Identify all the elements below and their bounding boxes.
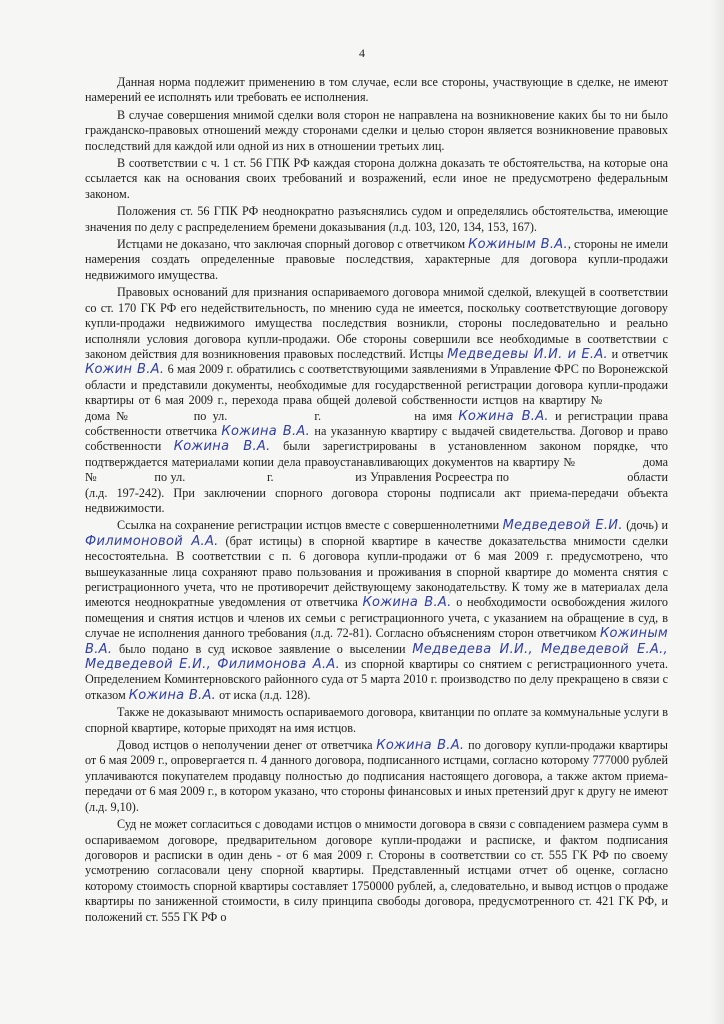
text-run: , стороны не имели намерения создать определенные правовые последствия, характерные для договора купли-продажи недвижимого имущества.	[85, 237, 668, 282]
text-run: из Управления Росреестра по	[351, 470, 513, 485]
scan-edge-shadow	[710, 0, 724, 1024]
paragraph	[85, 75, 668, 106]
handwritten-name: Кожиным В.А.	[85, 626, 668, 657]
text-run: и регистрации права собственности ответчика	[85, 408, 668, 438]
text-run: 6 мая 2009 г. обратились с соответствующими заявлениями в Управление ФРС по Воронежской области и представили документы, необходимые для государственной регистрации договора купли-продажи квартиры от 6 мая 2009 г., перехода права общей долевой собственности истцов на квартиру №	[85, 362, 668, 408]
redacted-blank	[513, 470, 624, 485]
text-run: по ул.	[150, 470, 189, 485]
handwritten-name: Кожина В.А.	[173, 439, 271, 455]
handwritten-name: Кожина В.А.	[128, 687, 217, 703]
text-run: от иска (л.д. 128).	[216, 687, 311, 702]
text-run: Истцами не доказано, что заключая спорный договор с ответчиком	[117, 237, 469, 252]
text-run: В соответствии с ч. 1 ст. 56 ГПК РФ каждая сторона должна доказать те обстоятельства, на которые она ссылается как на основания своих требований и возражений, если иное не предусмотрено федеральным законом.	[85, 156, 668, 201]
text-run: из спорной квартиры со снятием с регистрационного учета. Определением Коминтерновского районного суда от 5 марта 2010 г. производство по делу прекращено в связи с отказом	[85, 657, 668, 702]
text-run: по договору купли-продажи квартиры от 6 мая 2009 г., опровергается п. 4 данного договора, подписанного истцами, согласно которому 777000 рублей уплачиваются покупателем продавцу полностью до подписания настоящего договора, а также актом приема-передачи от 6 мая 2009 г., в котором указано, что стороны финансовых и иных претензий друг к другу не имеют (л.д. 9,10).	[85, 738, 668, 814]
redacted-blank	[234, 409, 309, 424]
redacted-blank	[609, 393, 668, 408]
text-run: (брат истицы) в спорной квартире в качестве доказательства мнимости сделки несостоятельна. В соответствии с п. 6 договора купли-продажи от 6 мая 2009 г. предусмотрено, что вышеуказанные лица сохраняют право пользования и проживания в спорной квартире до момента снятия с регистрационного учета, что не противоречит действующему законодательству. К тому же в материалах дела имеются неоднократные уведомления от ответчика	[85, 533, 668, 610]
text-run: Данная норма подлежит применению в том случае, если все стороны, участвующие в сделке, не имеют намерений ее исполнять или требовать ее исполнения.	[85, 75, 668, 105]
handwritten-name: Медведевы И.И. и Е.А.	[447, 346, 608, 362]
text-run: дома №	[85, 454, 668, 485]
text-run: г.	[308, 408, 328, 423]
document-body	[85, 75, 668, 927]
text-run: (дочь) и	[622, 518, 668, 533]
paragraph	[85, 817, 668, 925]
handwritten-name: Кожина В.А.	[458, 408, 549, 424]
text-run: были зарегистрированы в установленном законом порядке, что подтверждается материалами копии дела правоустанавливающих документов на квартиру №	[85, 439, 668, 469]
redacted-blank	[189, 470, 264, 485]
paragraph	[85, 204, 668, 235]
text-run: Правовых оснований для признания оспариваемого договора мнимой сделкой, влекущей в соответствии со ст. 170 ГК РФ его недействительность, по мнению суда не имеется, поскольку соответствующие договору купли-продажи недвижимого имущества последствия возникли, стороны последовательно и реально исполняли условия договора купли-продажи. Обе стороны совершили все необходимые в соответствии с законом действия для возникновения правовых последствий. Истцы	[85, 285, 668, 361]
handwritten-name: Кожиным В.А.	[468, 237, 568, 253]
handwritten-name: Кожина В.А.	[221, 423, 311, 439]
redacted-blank	[137, 409, 187, 424]
redacted-blank	[580, 455, 639, 470]
text-run: Также не доказывают мнимость оспариваемого договора, квитанции по оплате за коммунальные услуги в спорной квартире, которые приходят на имя истцов.	[85, 705, 668, 735]
text-run: дома №	[85, 408, 138, 423]
handwritten-name: Медведевой Е.И.	[502, 518, 623, 534]
paragraph	[85, 705, 668, 736]
text-run: на указанную квартиру с выдачей свидетельства. Договор и право собственности	[85, 423, 668, 454]
paragraph	[85, 108, 668, 154]
paragraph	[85, 518, 668, 703]
text-run: на имя	[407, 408, 459, 423]
page-number: 4	[359, 46, 365, 60]
text-run: Суд не может согласиться с доводами истцов о мнимости договора в связи с совпадением размера сумм в оспариваемом договоре, предварительном договоре купли-продажи и расписке, и фактом подписания договоров и расписки в один день - от 6 мая 2009 г. Стороны в соответствии со ст. 555 ГК РФ по своему усмотрению согласовали цену спорной квартиры. Представленный истцами отчет об оценке, согласно которому стоимость спорной квартиры составляет 1750000 рублей, а, следовательно, и вывод истцов о продаже квартиры по заниженной стоимости, в силу принципа свободы договора, предусмотренного ст. 421 ГК РФ, и положений ст. 555 ГК РФ о	[85, 817, 668, 924]
text-run: Положения ст. 56 ГПК РФ неоднократно разъяснялись судом и определялись обстоятельства, имеющие значения по делу с распределением бремени доказывания (л.д. 103, 120, 134, 153, 167).	[85, 204, 668, 234]
handwritten-name: Кожин В.А.	[85, 362, 165, 378]
redacted-blank	[327, 409, 408, 424]
text-run: области (л.д. 197-242). При заключении спорного договора стороны подписали акт приема-передачи объекта недвижимости.	[85, 470, 668, 515]
handwritten-name: Филимоновой А.А.	[85, 533, 219, 549]
text-run: о необходимости освобождения жилого помещения и снятия истцов и членов их семьи с регистрационного учета, с указанием на обращение в суд, в случае не исполнения данного требования (л.д. 72-81). Согласно объяснениям сторон ответчиком	[85, 595, 668, 641]
handwritten-name: Кожина В.А.	[376, 738, 465, 754]
paragraph	[85, 285, 668, 516]
text-run: и ответчик	[607, 346, 668, 361]
paragraph	[85, 156, 668, 202]
text-run: г.	[263, 470, 278, 485]
text-run: Довод истцов о неполучении денег от ответчика	[117, 738, 377, 753]
redacted-blank	[277, 470, 352, 485]
paragraph	[85, 738, 668, 815]
text-run: Ссылка на сохранение регистрации истцов вместе с совершеннолетними	[117, 518, 503, 533]
redacted-blank	[101, 470, 151, 485]
paragraph	[85, 237, 668, 283]
text-run: В случае совершения мнимой сделки воля сторон не направлена на возникновение каких бы то ни было гражданско-правовых отношений между сторонами сделки и целью сторон является возникновение правовых последствий для каждой или одной из них в отношении третьих лиц.	[85, 107, 668, 153]
handwritten-name: Медведева И.И., Медведевой Е.А., Медведевой Е.И., Филимонова А.А.	[85, 641, 668, 673]
text-run: по ул.	[187, 408, 234, 423]
text-run: было подано в суд исковое заявление о выселении	[112, 641, 413, 656]
handwritten-name: Кожина В.А.	[362, 595, 452, 611]
